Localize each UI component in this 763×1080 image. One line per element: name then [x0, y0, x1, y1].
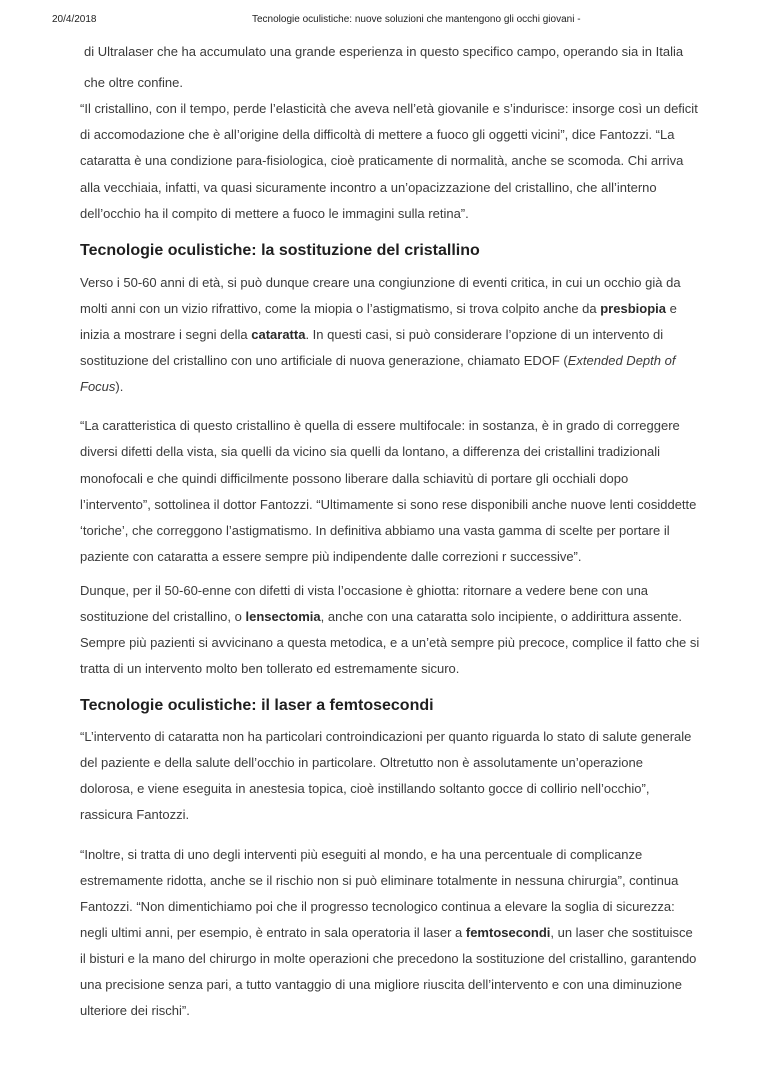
- text-line: dolorosa, e viene eseguita in anestesia topica, cioè instillando soltanto gocce di collirio nell’occhio”,: [80, 781, 650, 796]
- text-line: di accomodazione che è all’origine della difficoltà di mettere a fuoco gli oggetti vicini”, dice Fantozzi. “La: [80, 127, 675, 142]
- text-line: l’intervento”, sottolinea il dottor Fantozzi. “Ultimamente si sono rese disponibili anche nuove lenti cosiddette: [80, 497, 697, 512]
- text-line: il bisturi e la mano del chirurgo in molte operazioni che precedono la sostituzione del cristallino, garantendo: [80, 951, 697, 966]
- text-line: alla vecchiaia, infatti, va quasi sicuramente incontro a un’opacizzazione del cristallino, che all’interno: [80, 180, 657, 195]
- text-line: una precisione senza pari, a tutto vantaggio di una migliore riuscita dell’intervento e con una diminuzione: [80, 977, 682, 992]
- keyword-presbiopia: presbiopia: [600, 301, 666, 316]
- text-line: dell’occhio ha il compito di mettere a fuoco le immagini sulla retina”.: [80, 206, 469, 221]
- text-line: Sempre più pazienti si avvicinano a questa metodica, e a un’età sempre più precoce, complice il fatto che si: [80, 635, 700, 650]
- text-line: rassicura Fantozzi.: [80, 807, 190, 822]
- text-line: “Inoltre, si tratta di uno degli interventi più eseguiti al mondo, e ha una percentuale di complicanze: [80, 847, 643, 862]
- text-line: Focus).: [80, 379, 124, 394]
- text-line: Verso i 50-60 anni di età, si può dunque creare una congiunzione di eventi critica, in cui un occhio già da: [80, 275, 681, 290]
- text-line: ulteriore dei rischi”.: [80, 1003, 190, 1018]
- section-heading-cristallino: Tecnologie oculistiche: la sostituzione del cristallino: [80, 242, 480, 259]
- text-line: diversi difetti della vista, sia quelli da vicino sia quelli da lontano, a differenza dei cristallini tradizionali: [80, 444, 661, 459]
- text-line: del paziente e della salute dell’occhio in particolare. Oltretutto non è assolutamente un’operazione: [80, 755, 643, 770]
- keyword-cataratta: cataratta: [251, 327, 306, 342]
- text-line: Dunque, per il 50-60-enne con difetti di vista l’occasione è ghiotta: ritornare a vedere bene con una: [80, 583, 649, 598]
- text-line: che oltre confine.: [84, 75, 184, 90]
- text-line: “Il cristallino, con il tempo, perde l’elasticità che aveva nell’età giovanile e s’indurisce: insorge così un deficit: [80, 101, 698, 116]
- text-line: “La caratteristica di questo cristallino è quella di essere multifocale: in sostanza, è in grado di correggere: [80, 418, 680, 433]
- print-date: 20/4/2018: [52, 14, 97, 25]
- text-line: estremamente ridotta, anche se il rischio non si può eliminare totalmente in nessuna chirurgia”, continua: [80, 873, 679, 888]
- text-line: inizia a mostrare i segni della cataratta. In questi casi, si può considerare l’opzione di un intervento di: [80, 327, 664, 342]
- text-line: Fantozzi. “Non dimentichiamo poi che il progresso tecnologico continua a elevare la soglia di sicurezza:: [80, 899, 675, 914]
- text-line: di Ultralaser che ha accumulato una grande esperienza in questo specifico campo, operando sia in Italia: [84, 44, 684, 59]
- section-heading-laser: Tecnologie oculistiche: il laser a femtosecondi: [80, 697, 434, 714]
- print-header-title: Tecnologie oculistiche: nuove soluzioni che mantengono gli occhi giovani -: [252, 14, 581, 25]
- text-line: molti anni con un vizio rifrattivo, come la miopia o l’astigmatismo, si trova colpito anche da presbiopia e: [80, 301, 677, 316]
- text-line: negli ultimi anni, per esempio, è entrato in sala operatoria il laser a femtosecondi, un laser che sostituisce: [80, 925, 693, 940]
- keyword-femtosecondi: femtosecondi: [465, 925, 551, 940]
- text-line: sostituzione del cristallino, o lensectomia, anche con una cataratta solo incipiente, o addirittura assente.: [80, 609, 682, 624]
- text-line: monofocali e che quindi difficilmente possono liberare dalla schiavitù di portare gli occhiali dopo: [80, 471, 629, 486]
- text-line: sostituzione del cristallino con uno artificiale di nuova generazione, chiamato EDOF (Extended Depth of: [80, 353, 676, 368]
- keyword-lensectomia: lensectomia: [245, 609, 321, 624]
- text-line: “L’intervento di cataratta non ha particolari controindicazioni per quanto riguarda lo stato di salute generale: [80, 729, 692, 744]
- text-line: ‘toriche’, che correggono l’astigmatismo. In definitiva abbiamo una vasta gamma di scelte per portare il: [80, 523, 670, 538]
- text-line: tratta di un intervento molto ben tollerato ed estremamente sicuro.: [80, 661, 460, 676]
- text-line: cataratta è una condizione para-fisiologica, cioè praticamente di normalità, anche se scomoda. Chi arriva: [80, 153, 684, 168]
- text-line: paziente con cataratta a essere sempre più indipendente dalle correzioni r successive”.: [80, 549, 582, 564]
